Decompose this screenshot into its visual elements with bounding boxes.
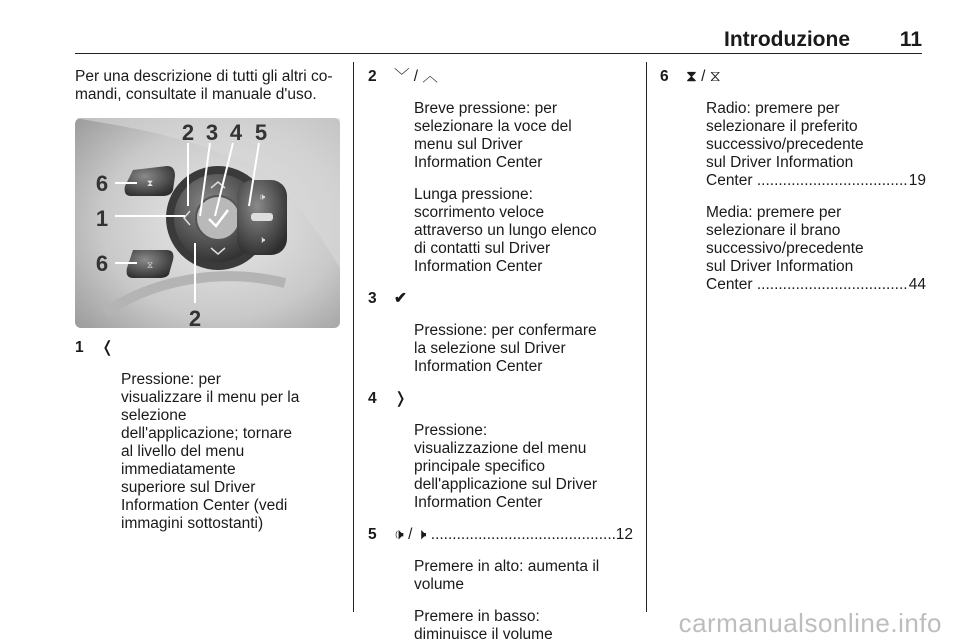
item-3-number: 3 (368, 290, 377, 307)
item-6 (660, 68, 926, 294)
chevron-down-up-icon: ﹀ / ︿ (394, 68, 438, 85)
item-6-number: 6 (660, 68, 669, 85)
item-5-heading (394, 526, 633, 544)
page-title: Introduzione (724, 28, 850, 51)
svg-text:⧗: ⧗ (146, 179, 154, 189)
header-rule (75, 53, 922, 54)
callout-6-bottom: 6 (95, 251, 109, 276)
item-3-line: Pressione: per confermare (414, 322, 597, 339)
item-5-line: Premere in basso: (414, 608, 540, 625)
volume-up-down-icon: 🕩 / 🕨 (394, 526, 427, 543)
item-3 (368, 290, 633, 376)
item-6-line: sul Driver Information (706, 154, 854, 171)
intro-line-1: Per una descrizione di tutti gli altri co- (75, 68, 333, 85)
callout-2-bottom: 2 (188, 306, 202, 328)
svg-text:🕨: 🕨 (258, 235, 266, 246)
item-4-line: dell'applicazione sul Driver (414, 476, 598, 493)
callout-5: 5 (254, 120, 268, 145)
item-4-number: 4 (368, 390, 377, 407)
callout-4: 4 (229, 120, 243, 145)
item-4-line: Information Center (414, 494, 543, 511)
page-ref-44[interactable]: 44 (908, 276, 926, 293)
page-ref-19[interactable]: 19 (908, 172, 926, 189)
item-1-line: Information Center (vedi (121, 497, 288, 514)
item-1-line: al livello del menu (121, 443, 245, 460)
item-1-line: Pressione: per (121, 371, 221, 388)
callout-6-top: 6 (95, 171, 109, 196)
item-6-line: sul Driver Information (706, 258, 854, 275)
item-5-line: Premere in alto: aumenta il (414, 558, 600, 575)
item-1-line: immediatamente (121, 461, 236, 478)
svg-text:🕩: 🕩 (258, 192, 266, 203)
callout-1: 1 (95, 206, 109, 231)
item-2-line: scorrimento veloce (414, 204, 545, 221)
item-1-line: dell'applicazione; tornare (121, 425, 292, 442)
item-6-line: Center (706, 172, 753, 189)
item-1-line: superiore sul Driver (121, 479, 256, 496)
item-6-line: Center (706, 276, 753, 293)
item-6-ref-line-2 (706, 276, 926, 294)
column-1 (75, 68, 343, 104)
item-2-line: Information Center (414, 154, 543, 171)
watermark: carmanualsonline.info (678, 608, 942, 638)
item-1-number: 1 (75, 339, 84, 356)
page-header (0, 26, 960, 56)
item-6-line: successivo/precedente (706, 136, 864, 153)
item-2-line: selezionare la voce del (414, 118, 572, 135)
item-1-line: immagini sottostanti) (121, 515, 264, 532)
item-4-line: Pressione: (414, 422, 488, 439)
checkmark-icon: ✔ (394, 290, 407, 307)
callout-3: 3 (205, 120, 219, 145)
column-divider-1 (353, 62, 354, 612)
item-2-line: attraverso un lungo elenco (414, 222, 597, 239)
item-6-line: Radio: premere per (706, 100, 840, 117)
item-2-number: 2 (368, 68, 377, 85)
intro-line-2: mandi, consultate il manuale d'uso. (75, 86, 317, 103)
item-5-line: diminuisce il volume (414, 626, 553, 643)
page-ref-12[interactable]: 12 (615, 526, 633, 543)
column-divider-2 (646, 62, 647, 612)
item-1-line: visualizzare il menu per la (121, 389, 300, 406)
item-6-line: Media: premere per (706, 204, 842, 221)
item-4 (368, 390, 633, 512)
favourite-next-prev-icon: ⧗ / ⧖ (686, 68, 721, 85)
svg-text:⧖: ⧖ (146, 261, 154, 271)
chevron-left-icon: ❬ (101, 339, 114, 356)
item-5-line: volume (414, 576, 464, 593)
volume-rocker (237, 180, 287, 255)
item-2-line: menu sul Driver (414, 136, 523, 153)
item-3-line: la selezione sul Driver (414, 340, 566, 357)
column-3 (660, 68, 926, 294)
steering-wheel-controls-photo (75, 118, 340, 328)
item-5 (368, 526, 633, 644)
item-5-number: 5 (368, 526, 377, 543)
item-2-line: Breve pressione: per (414, 100, 558, 117)
item-3-line: Information Center (414, 358, 543, 375)
item-4-line: principale specifico (414, 458, 545, 475)
item-4-line: visualizzazione del menu (414, 440, 587, 457)
item-2-line: Information Center (414, 258, 543, 275)
item-6-ref-line-1 (706, 172, 926, 190)
item-1 (75, 339, 343, 533)
item-6-line: successivo/precedente (706, 240, 864, 257)
item-2-line: di contatti sul Driver (414, 240, 551, 257)
column-2 (368, 68, 633, 644)
item-2 (368, 68, 633, 276)
callout-2-top: 2 (181, 120, 195, 145)
chevron-right-icon: ❭ (394, 390, 407, 407)
page-number: 11 (899, 28, 922, 51)
item-1-line: selezione (121, 407, 187, 424)
item-6-line: selezionare il preferito (706, 118, 858, 135)
item-2-line: Lunga pressione: (414, 186, 533, 203)
item-6-line: selezionare il brano (706, 222, 841, 239)
